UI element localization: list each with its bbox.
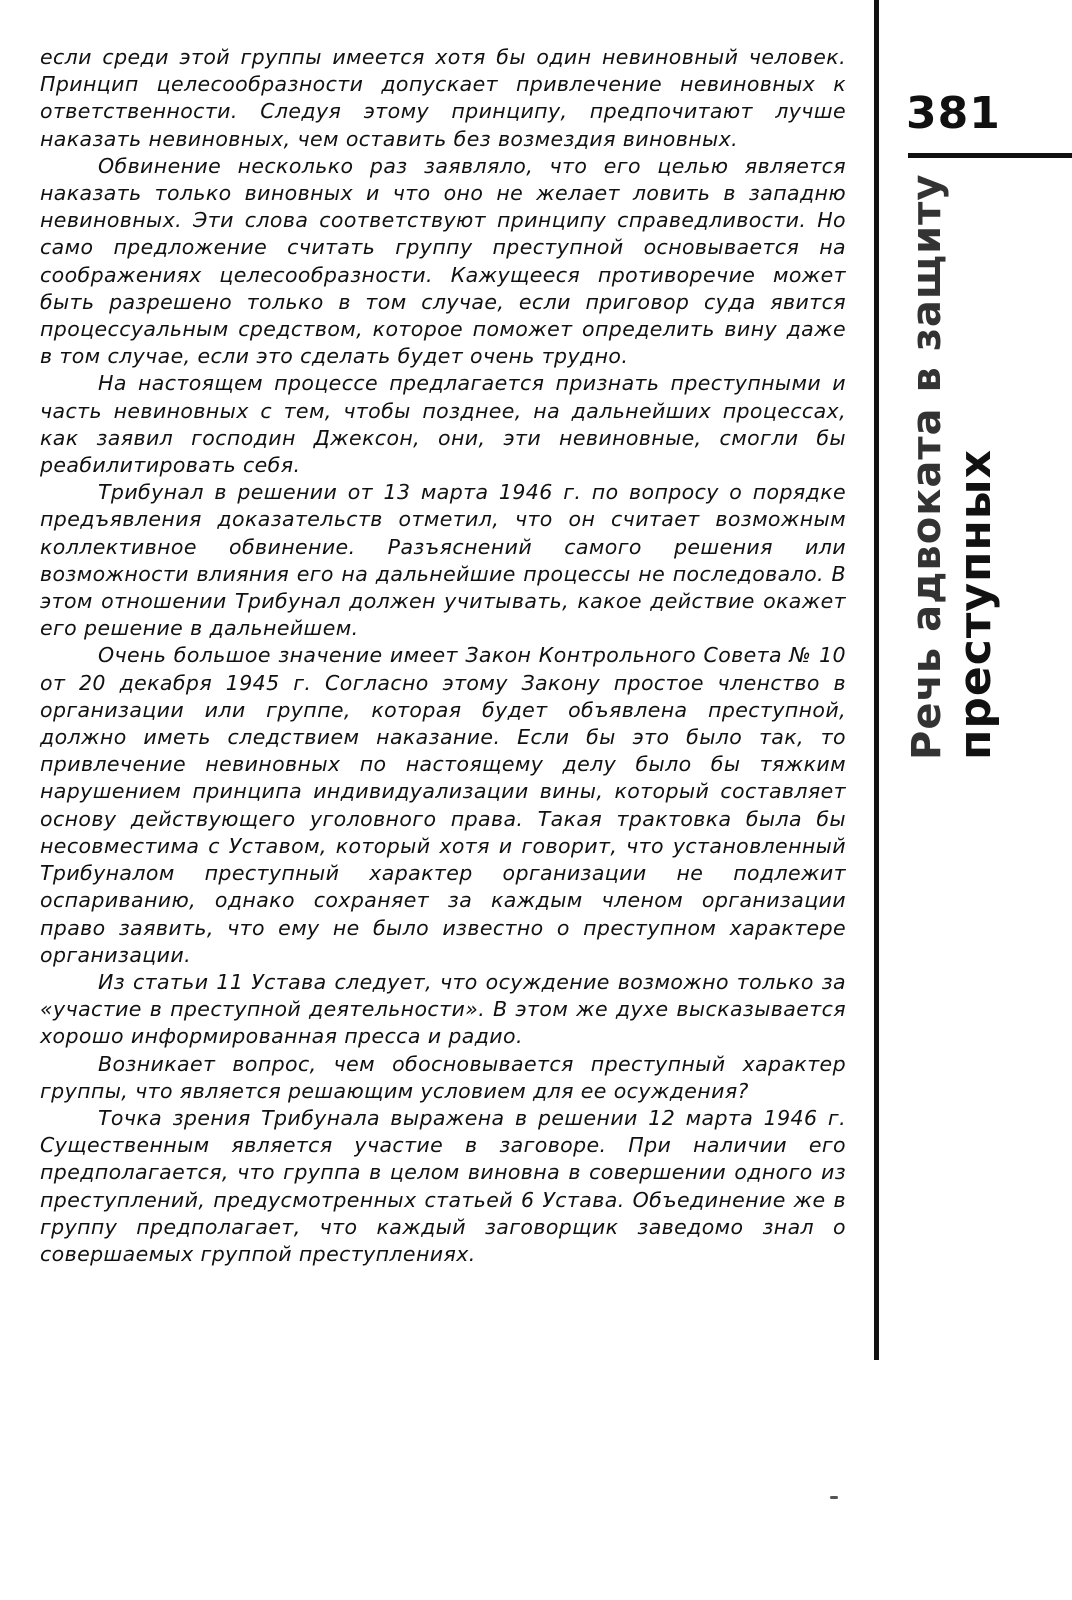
page-number-underline	[908, 153, 1072, 158]
vertical-divider	[874, 0, 879, 1360]
body-text	[40, 44, 846, 1268]
paragraph-6: Из статьи 11 Устава следует, что осуждение возможно только за «участие в преступной деятельности». В этом же духе высказывается хорошо информированная пресса и радио.	[40, 969, 846, 1049]
paragraph-5: Очень большое значение имеет Закон Контрольного Совета № 10 от 20 декабря 1945 г. Согласно этому Закону простое членство в организации или группе, которая будет объявлена преступной, должно иметь следствием наказание. Если бы это было так, то привлечение невиновных по настоящему делу было бы тяжким нарушением принципа индивидуализации вины, который составляет основу действующего уголовного права. Такая трактовка была бы несовместима с Уставом, который хотя и говорит, что установленный Трибуналом преступный характер организации не подлежит оспариванию, однако сохраняет за каждым членом организации право заявить, что ему не было известно о преступном характере организации.	[40, 643, 846, 967]
print-speck	[830, 1496, 838, 1499]
paragraph-2: Обвинение несколько раз заявляло, что его целью является наказать только виновных и что оно не желает ловить в западню невиновных. Эти слова соответствуют принципу справедливости. Но само предложение считать группу преступной основывается на соображениях целесообразности. Кажущееся противоречие может быть разрешено только в том случае, если приговор суда явится процессуальным средством, которое поможет определить вину даже в том случае, если это сделать будет очень трудно.	[40, 153, 846, 369]
page-number: 381	[906, 88, 1001, 139]
paragraph-4: Трибунал в решении от 13 марта 1946 г. по вопросу о порядке предъявления доказательств отметил, что он считает возможным коллективное обвинение. Разъяснений самого решения или возможности влияния его на дальнейшие процессы не последовало. В этом отношении Трибунал должен учитывать, какое действие окажет его решение в дальнейшем.	[40, 480, 846, 641]
paragraph-7: Возникает вопрос, чем обосновывается преступный характер группы, что является решающим условием для ее осуждения?	[40, 1051, 846, 1103]
running-title-line-2: преступных	[950, 449, 1001, 760]
paragraph-8: Точка зрения Трибунала выражена в решении 12 марта 1946 г. Существенным является участие в заговоре. При наличии его предполагается, что группа в целом виновна в совершении одного из преступлений, предусмотренных статьей 6 Устава. Объединение же в группу предполагает, что каждый заговорщик заведомо знал о совершаемых группой преступлениях.	[40, 1105, 846, 1266]
paragraph-3: На настоящем процессе предлагается признать преступными и часть невиновных с тем, чтобы позднее, на дальнейших процессах, как заявил господин Джексон, они, эти невиновные, смогли бы реабилитировать себя.	[40, 371, 846, 478]
paragraph-1: если среди этой группы имеется хотя бы один невиновный человек. Принцип целесообразности допускает привлечение невиновных к ответственности. Следуя этому принципу, предпочитают лучше наказать невиновных, чем оставить без возмездия виновных.	[40, 45, 846, 151]
running-title-line-1: Речь адвоката в защиту	[904, 173, 950, 760]
